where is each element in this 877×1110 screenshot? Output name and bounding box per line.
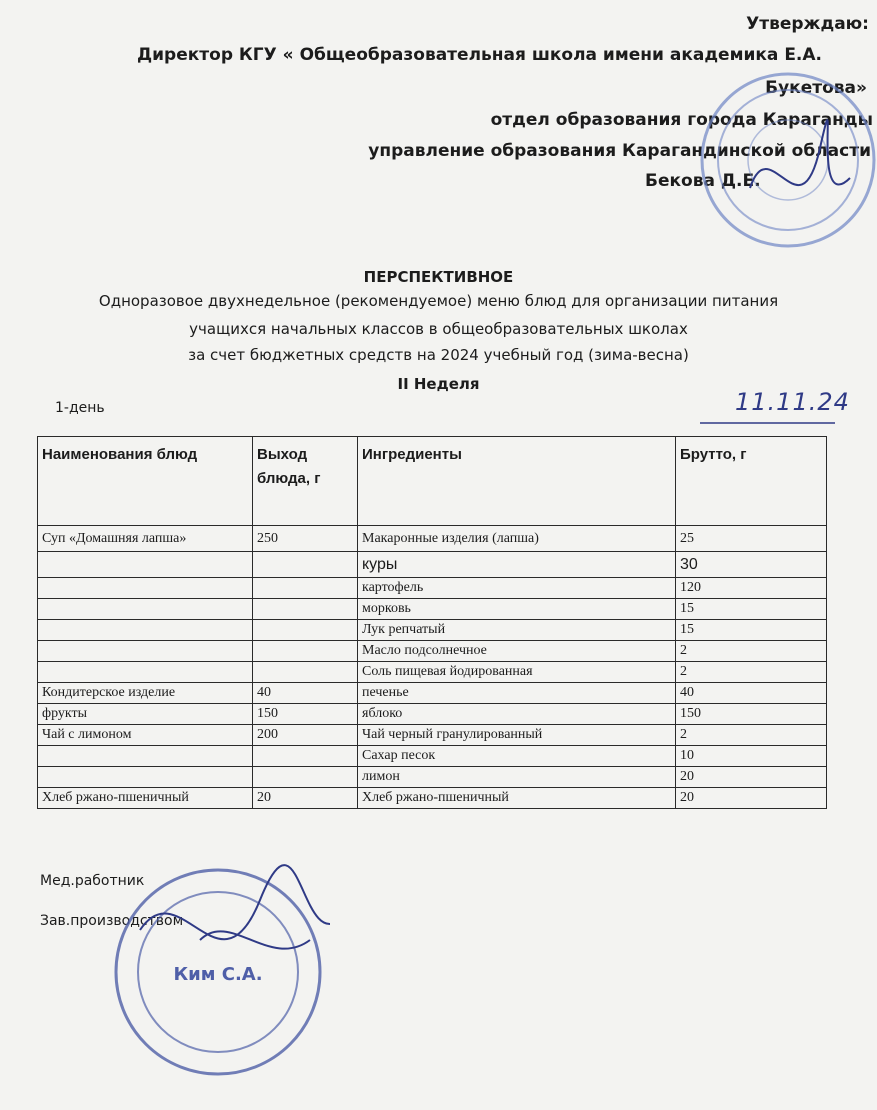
cell-output: 200 [253,725,358,746]
table-row [38,599,827,620]
cell-dish [38,552,253,578]
week-label: II Неделя [397,375,480,393]
date-underline [700,420,835,426]
cell-output [253,552,358,578]
cell-ingredient: Лук репчатый [358,620,676,641]
cell-gross: 15 [676,599,827,620]
cell-ingredient: яблоко [358,704,676,725]
school-stamp-top [690,68,877,258]
department: отдел образования города Караганды [490,110,873,130]
cell-gross: 20 [676,788,827,809]
cell-ingredient: лимон [358,767,676,788]
cell-dish [38,767,253,788]
cell-dish [38,641,253,662]
cell-output [253,578,358,599]
col-header-dish: Наименования блюд [38,437,253,526]
cell-output [253,620,358,641]
med-worker-label: Мед.работник [40,873,145,889]
table-row [38,620,827,641]
table-row [38,662,827,683]
table-row [38,552,827,578]
cell-gross: 150 [676,704,827,725]
cell-dish [38,578,253,599]
cell-ingredient: Сахар песок [358,746,676,767]
cell-output [253,662,358,683]
director-signature [750,120,850,188]
cell-output [253,767,358,788]
cell-gross: 40 [676,683,827,704]
production-signature [140,865,330,939]
col-header-ingredients: Ингредиенты [358,437,676,526]
cell-ingredient: куры [358,552,676,578]
director-line-1: Директор КГУ « Общеобразовательная школа имени академика Е.А. [137,45,823,65]
cell-ingredient: Хлеб ржано-пшеничный [358,788,676,809]
table-row [38,704,827,725]
cell-gross: 25 [676,526,827,552]
table-row [38,767,827,788]
table-row [38,641,827,662]
cell-gross: 2 [676,725,827,746]
cell-gross: 15 [676,620,827,641]
doc-subtitle-2: учащихся начальных классов в общеобразовательных школах [189,320,688,338]
cell-ingredient: Соль пищевая йодированная [358,662,676,683]
cell-dish: Чай с лимоном [38,725,253,746]
table-row [38,683,827,704]
cell-ingredient: Чай черный гранулированный [358,725,676,746]
approve-heading: Утверждаю: [746,14,869,34]
cell-dish: Хлеб ржано-пшеничный [38,788,253,809]
table-row [38,788,827,809]
cell-ingredient: картофель [358,578,676,599]
handwritten-date: 11.11.24 [735,388,850,416]
cell-gross: 30 [676,552,827,578]
day-label: 1-день [55,400,105,416]
cell-output: 20 [253,788,358,809]
menu-table [37,436,827,809]
cell-ingredient: Макаронные изделия (лапша) [358,526,676,552]
cell-gross: 20 [676,767,827,788]
col-header-output: Выход блюда, г [253,437,358,526]
doc-subtitle-3: за счет бюджетных средств на 2024 учебный год (зима-весна) [188,346,689,364]
cell-dish: Суп «Домашняя лапша» [38,526,253,552]
cell-dish [38,620,253,641]
cell-output: 150 [253,704,358,725]
cell-output [253,599,358,620]
cell-dish [38,599,253,620]
cell-dish [38,746,253,767]
cell-gross: 10 [676,746,827,767]
production-stamp [110,860,330,1090]
cell-ingredient: печенье [358,683,676,704]
col-header-gross: Брутто, г [676,437,827,526]
cell-ingredient: Масло подсолнечное [358,641,676,662]
cell-output: 40 [253,683,358,704]
doc-subtitle-1: Одноразовое двухнедельное (рекомендуемое) меню блюд для организации питания [98,292,779,310]
director-name: Бекова Д.Е. [645,171,761,191]
cell-output: 250 [253,526,358,552]
management: управление образования Карагандинской области [368,141,871,161]
director-line-2: Букетова» [765,78,867,98]
table-row [38,725,827,746]
stamp-name: Ким С.А. [173,964,263,985]
production-head-label: Зав.производством [40,913,184,929]
cell-dish: фрукты [38,704,253,725]
table-row [38,526,827,552]
cell-output [253,746,358,767]
cell-gross: 2 [676,641,827,662]
doc-title: ПЕРСПЕКТИВНОЕ [363,268,514,286]
table-header-row [38,437,827,526]
cell-ingredient: морковь [358,599,676,620]
cell-output [253,641,358,662]
cell-dish [38,662,253,683]
table-row [38,578,827,599]
cell-gross: 120 [676,578,827,599]
cell-dish: Кондитерское изделие [38,683,253,704]
table-row [38,746,827,767]
cell-gross: 2 [676,662,827,683]
